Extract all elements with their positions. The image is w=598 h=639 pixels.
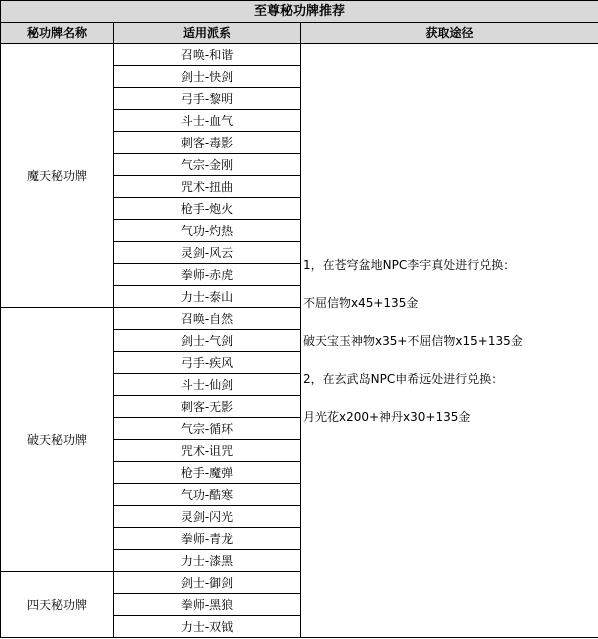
header-source: 获取途径 [301, 23, 598, 44]
acquisition-line: 月光花x200+神丹x30+135金 [303, 409, 471, 424]
card-name-cell: 破天秘功牌 [1, 308, 114, 572]
line-spacer [303, 271, 598, 297]
card-name-cell: 魔天秘功牌 [1, 44, 114, 308]
faction-cell: 力士-漆黑 [114, 550, 301, 572]
faction-cell: 力士-双钺 [114, 616, 301, 638]
faction-cell: 气功-灼热 [114, 220, 301, 242]
faction-cell: 枪手-魔弹 [114, 462, 301, 484]
faction-cell: 咒术-诅咒 [114, 440, 301, 462]
faction-cell: 斗士-仙剑 [114, 374, 301, 396]
faction-cell: 弓手-疾风 [114, 352, 301, 374]
faction-cell: 气功-酷寒 [114, 484, 301, 506]
faction-cell: 拳师-青龙 [114, 528, 301, 550]
faction-cell: 枪手-炮火 [114, 198, 301, 220]
acquisition-line: 1，在苍穹盆地NPC李宇真处进行兑换： [303, 257, 516, 272]
faction-cell: 灵剑-风云 [114, 242, 301, 264]
faction-cell: 召唤-自然 [114, 308, 301, 330]
faction-cell: 气宗-金刚 [114, 154, 301, 176]
faction-cell: 咒术-扭曲 [114, 176, 301, 198]
table-title: 至尊秘功牌推荐 [1, 1, 598, 23]
header-faction: 适用派系 [114, 23, 301, 44]
faction-cell: 弓手-黎明 [114, 88, 301, 110]
acquisition-line: 破天宝玉神物x35+不屈信物x15+135金 [303, 333, 523, 348]
faction-cell: 召唤-和谐 [114, 44, 301, 66]
faction-cell: 斗士-血气 [114, 110, 301, 132]
faction-cell: 剑士-快剑 [114, 66, 301, 88]
faction-cell: 力士-泰山 [114, 286, 301, 308]
card-name-cell: 四天秘功牌 [1, 572, 114, 638]
faction-cell: 刺客-无影 [114, 396, 301, 418]
table-row [1, 44, 598, 66]
header-card-name: 秘功牌名称 [1, 23, 114, 44]
faction-cell: 气宗-循环 [114, 418, 301, 440]
faction-cell: 剑士-御剑 [114, 572, 301, 594]
line-spacer [303, 309, 598, 335]
line-spacer [303, 347, 598, 373]
acquisition-cell [301, 44, 598, 638]
line-spacer [303, 385, 598, 411]
acquisition-line: 不屈信物x45+135金 [303, 295, 419, 310]
faction-cell: 刺客-毒影 [114, 132, 301, 154]
faction-cell: 拳师-黑狼 [114, 594, 301, 616]
faction-cell: 灵剑-闪光 [114, 506, 301, 528]
faction-cell: 拳师-赤虎 [114, 264, 301, 286]
faction-cell: 剑士-气剑 [114, 330, 301, 352]
acquisition-line: 2，在玄武岛NPC申希远处进行兑换： [303, 371, 504, 386]
